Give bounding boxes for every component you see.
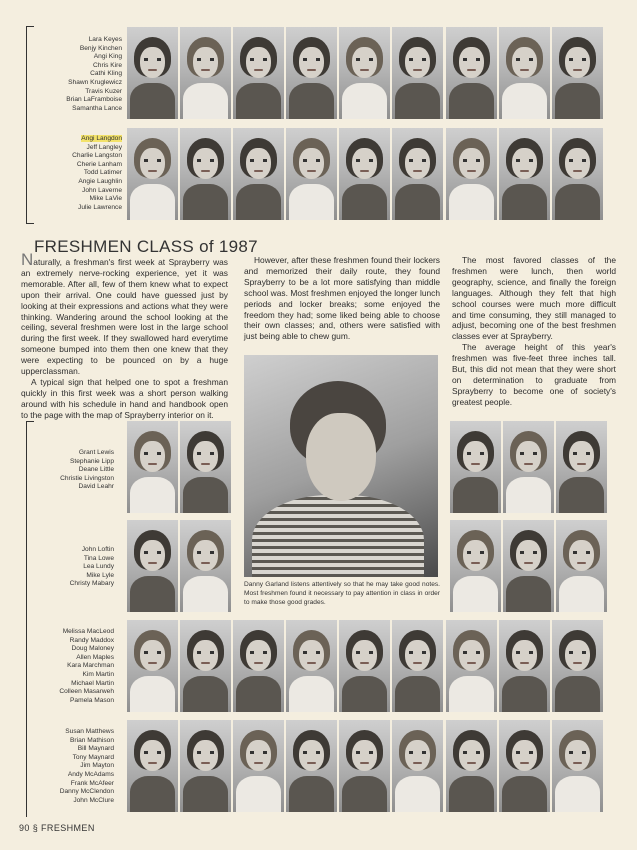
name: Benjy Kinchen bbox=[79, 44, 122, 52]
student-portrait bbox=[446, 27, 497, 119]
student-portrait bbox=[339, 620, 390, 712]
student-portrait bbox=[556, 520, 607, 612]
name-list-row4 bbox=[34, 546, 114, 589]
name: Shawn Kruglewicz bbox=[68, 78, 122, 86]
name: Samantha Lance bbox=[72, 104, 122, 112]
student-portrait bbox=[180, 128, 231, 220]
student-portrait bbox=[450, 520, 501, 612]
student-portrait bbox=[286, 720, 337, 812]
name: Lara Keyes bbox=[88, 36, 122, 43]
student-portrait bbox=[127, 620, 178, 712]
bracket-top bbox=[26, 421, 34, 422]
name: Deane Little bbox=[78, 466, 114, 474]
student-portrait bbox=[552, 128, 603, 220]
name: Angi King bbox=[93, 53, 122, 61]
paragraph: The average height of this year's freshmen was five-feet three inches tall. But, this did not mean that they were short on determination to graduate from Sprayberry to become one of society's greatest people. bbox=[452, 342, 616, 407]
name-list-row1 bbox=[34, 36, 122, 113]
student-portrait bbox=[180, 520, 231, 612]
name: Todd Latimer bbox=[83, 169, 122, 177]
student-portrait bbox=[286, 27, 337, 119]
photo-caption: Danny Garland listens attentively so that he may take good notes. Most freshmen found it necessary to pay attention in class in order to make those good grades. bbox=[244, 581, 440, 606]
name-list-row6 bbox=[34, 728, 114, 805]
name: Danny McClendon bbox=[59, 788, 114, 796]
name: Lea Lundy bbox=[83, 563, 114, 571]
paragraph: However, after these freshmen found their lockers and memorized their daily route, they found Sprayberry to be a lot more satisfying than middle school was. Most freshmen enjoyed the longer lunch periods and locker breaks; some enjoyed the freedom they had; some liked being able to choose their own classes; and, others were satisfied with just being able to chew gum. bbox=[244, 255, 440, 342]
student-portrait bbox=[180, 27, 231, 119]
student-portrait bbox=[556, 421, 607, 513]
text-column-3 bbox=[452, 255, 616, 408]
student-portrait bbox=[180, 421, 231, 513]
name: Julie Lawrence bbox=[78, 203, 122, 211]
student-portrait bbox=[446, 128, 497, 220]
student-portrait bbox=[180, 620, 231, 712]
student-portrait bbox=[392, 720, 443, 812]
student-portrait bbox=[127, 27, 178, 119]
student-portrait bbox=[503, 520, 554, 612]
student-portrait bbox=[499, 27, 550, 119]
name: Andy McAdams bbox=[67, 770, 114, 778]
name: John Laverne bbox=[82, 186, 122, 194]
name: David Leahr bbox=[78, 483, 114, 491]
name-list-row3 bbox=[34, 449, 114, 492]
name: John Loftin bbox=[81, 546, 114, 553]
name: Jeff Langley bbox=[86, 143, 122, 151]
photo-face bbox=[306, 413, 376, 501]
name bbox=[34, 135, 122, 144]
text-column-2 bbox=[244, 255, 440, 342]
student-portrait bbox=[339, 720, 390, 812]
name: Angie Laughlin bbox=[78, 177, 122, 185]
student-portrait bbox=[392, 620, 443, 712]
bracket-vertical bbox=[26, 421, 27, 817]
paragraph: A typical sign that helped one to spot a freshman quickly in this first week was a short person walking around with his schedule in hand and handbook open to the page with the map of Sprayberry interior on it. bbox=[21, 376, 228, 420]
student-portrait bbox=[286, 620, 337, 712]
student-portrait bbox=[233, 620, 284, 712]
bracket-top bbox=[26, 26, 34, 27]
name: Travis Kuzer bbox=[85, 87, 122, 95]
name: Tony Maynard bbox=[72, 753, 114, 761]
name: Randy Maddox bbox=[69, 636, 114, 644]
drop-cap: N bbox=[21, 250, 34, 269]
name: Brian Mathison bbox=[70, 736, 114, 744]
name: Melissa MacLeod bbox=[62, 628, 114, 635]
name: Colleen Masarweh bbox=[59, 688, 114, 696]
name: Christy Mabary bbox=[69, 580, 114, 588]
name: Susan Matthews bbox=[65, 728, 114, 735]
name: Mike Lyle bbox=[86, 571, 114, 579]
name: Bill Maynard bbox=[77, 745, 114, 753]
student-portrait bbox=[499, 128, 550, 220]
student-portrait bbox=[127, 421, 178, 513]
name-list-row5 bbox=[34, 628, 114, 705]
student-portrait bbox=[339, 27, 390, 119]
paragraph: aturally, a freshman's first week at Sprayberry was an extremely nerve-rocking experience, yet it was memorable. After all, few of them knew what to expect upon their arrival. One could have guessed just by looking at their expressions and actions what they were thinking. Wandering around the school looking at the ceiling, several freshmen were lost in the large school during the first week. If they swallowed hard everytime someone bumped into them then one knew that they were expecting to be pounced on by a huge upperclassman. bbox=[21, 257, 228, 377]
bracket-vertical bbox=[26, 26, 27, 224]
student-portrait bbox=[552, 27, 603, 119]
student-portrait bbox=[552, 720, 603, 812]
bracket-bottom bbox=[26, 223, 34, 224]
name: Cathi Kling bbox=[90, 70, 122, 78]
student-portrait bbox=[233, 128, 284, 220]
name: John McClure bbox=[73, 796, 114, 804]
student-portrait bbox=[127, 520, 178, 612]
name: Doug Maloney bbox=[71, 645, 114, 653]
student-portrait bbox=[450, 421, 501, 513]
name: Tina Lowe bbox=[83, 554, 114, 562]
name: Cherie Lanham bbox=[76, 160, 122, 168]
name: Kim Martin bbox=[82, 670, 114, 678]
name: Pamela Mason bbox=[70, 696, 114, 704]
student-portrait bbox=[499, 620, 550, 712]
name: Allen Maples bbox=[76, 653, 114, 661]
student-portrait bbox=[446, 720, 497, 812]
name: Kara Marchman bbox=[67, 662, 114, 670]
student-portrait bbox=[233, 720, 284, 812]
name: Chris Kire bbox=[93, 61, 122, 69]
name: Jim Mayton bbox=[80, 762, 114, 770]
name: Michael Martin bbox=[71, 679, 114, 687]
highlighted-name: Angi Langdon bbox=[81, 135, 122, 142]
name: Christie Livingston bbox=[60, 474, 114, 482]
page-footer: 90 § FRESHMEN bbox=[19, 823, 95, 833]
name: Frank McAfeer bbox=[70, 779, 114, 787]
student-portrait bbox=[180, 720, 231, 812]
student-portrait bbox=[392, 128, 443, 220]
photo-shirt bbox=[252, 495, 424, 577]
paragraph: The most favored classes of the freshmen were lunch, then world geography, science, and finally the foreign languages. Although they felt that high school courses were much more difficult and time consuming, they still managed to adjust, becoming one of the best freshmen classes ever at Sprayberry. bbox=[452, 255, 616, 342]
student-portrait bbox=[339, 128, 390, 220]
name: Charlie Langston bbox=[72, 152, 122, 160]
student-portrait bbox=[552, 620, 603, 712]
name-list-row2 bbox=[34, 135, 122, 212]
name: Grant Lewis bbox=[78, 449, 114, 456]
text-column-1 bbox=[21, 250, 228, 421]
candid-photo bbox=[244, 355, 438, 577]
student-portrait bbox=[503, 421, 554, 513]
student-portrait bbox=[127, 128, 178, 220]
student-portrait bbox=[392, 27, 443, 119]
student-portrait bbox=[233, 27, 284, 119]
student-portrait bbox=[446, 620, 497, 712]
name: Stephanie Lipp bbox=[70, 457, 114, 465]
student-portrait bbox=[127, 720, 178, 812]
student-portrait bbox=[286, 128, 337, 220]
page-title: FRESHMEN CLASS of 1987 bbox=[34, 237, 258, 256]
name: Mike LaVie bbox=[89, 195, 122, 203]
student-portrait bbox=[499, 720, 550, 812]
name: Brian LaFramboise bbox=[66, 96, 122, 104]
